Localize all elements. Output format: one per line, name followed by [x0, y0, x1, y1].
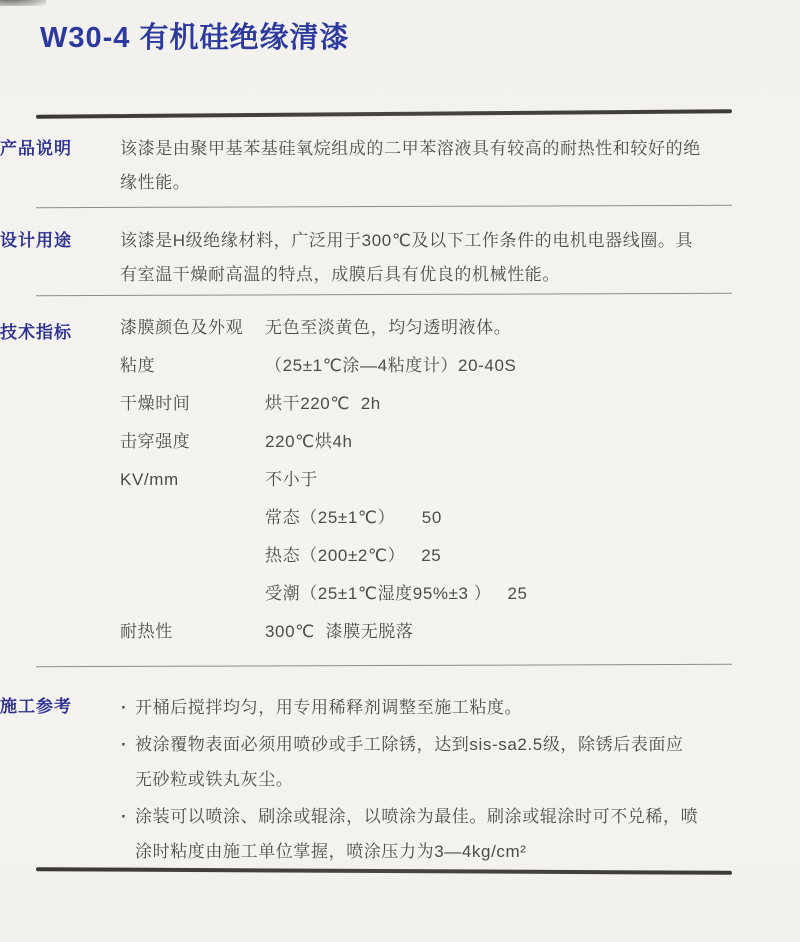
design-purpose-text: 该漆是H级绝缘材料，广泛用于300℃及以下工作条件的电机电器线圈。具有室温干燥耐高温的特点，成膜后具有优良的机械性能。	[120, 231, 694, 284]
spec-value: （25±1℃涂—4粘度计）20-40S	[265, 356, 517, 375]
bullet-dot: ·	[121, 698, 128, 717]
spec-value: 300℃ 漆膜无脱落	[265, 622, 414, 641]
product-description-text: 该漆是由聚甲基苯基硅氧烷组成的二甲苯溶液具有较高的耐热性和较好的绝缘性能。	[120, 139, 701, 192]
section-technical-specs	[0, 295, 800, 665]
spec-name: 粘度	[120, 356, 156, 375]
section-content	[120, 690, 705, 869]
table-row	[120, 582, 705, 606]
table-row	[120, 544, 705, 568]
spec-value: 不小于	[265, 470, 318, 489]
section-application-reference	[0, 666, 800, 869]
bullet-dot: ·	[121, 735, 128, 754]
bullet-text: 开桶后搅拌均匀，用专用稀释剂调整至施工粘度。	[135, 698, 523, 717]
table-row	[120, 506, 705, 530]
scan-edge-artifact	[0, 0, 46, 6]
list-item	[120, 690, 700, 725]
spec-value: 220℃烘4h	[265, 432, 353, 451]
spec-name: 击穿强度	[120, 432, 191, 451]
section-label-design: 设计用途	[0, 231, 72, 250]
bullet-text: 涂装可以喷涂、刷涂或辊涂，以喷涂为最佳。刷涂或辊涂时可不兑稀，喷涂时粘度由施工单位掌握，喷涂压力为3—4kg/cm²	[135, 807, 699, 861]
section-label-tech: 技术指标	[0, 323, 72, 342]
page-title: W30-4 有机硅绝缘清漆	[40, 22, 350, 54]
section-label-product: 产品说明	[0, 139, 72, 158]
spec-value: 烘干220℃ 2h	[265, 394, 381, 413]
spec-value: 受潮（25±1℃湿度95%±3 ） 25	[265, 584, 528, 603]
table-row	[120, 430, 705, 454]
section-content	[120, 224, 705, 292]
section-content	[120, 132, 705, 200]
table-row	[120, 392, 705, 416]
list-item	[120, 727, 700, 797]
spec-value: 常态（25±1℃） 50	[265, 508, 442, 527]
spec-name	[120, 544, 265, 568]
spec-name: KV/mm	[120, 470, 179, 489]
section-label-application: 施工参考	[0, 697, 72, 716]
table-row	[120, 468, 705, 492]
bullet-text: 被涂覆物表面必须用喷砂或手工除锈，达到sis-sa2.5级，除锈后表面应无砂粒或铁丸灰尘。	[135, 735, 684, 789]
table-row	[120, 620, 705, 644]
section-design-purpose	[0, 207, 800, 294]
section-product-description	[0, 116, 800, 206]
spec-name: 漆膜颜色及外观	[120, 318, 244, 337]
spec-name: 干燥时间	[120, 394, 191, 413]
spec-value: 热态（200±2℃） 25	[265, 546, 442, 565]
spec-name	[120, 582, 265, 606]
tech-spec-table	[120, 316, 705, 644]
spec-name: 耐热性	[120, 622, 173, 641]
spec-name	[120, 506, 265, 530]
table-row	[120, 354, 705, 378]
table-row	[120, 316, 705, 340]
spec-value: 无色至淡黄色，均匀透明液体。	[265, 318, 512, 337]
list-item	[120, 799, 700, 869]
bullet-dot: ·	[121, 807, 128, 826]
